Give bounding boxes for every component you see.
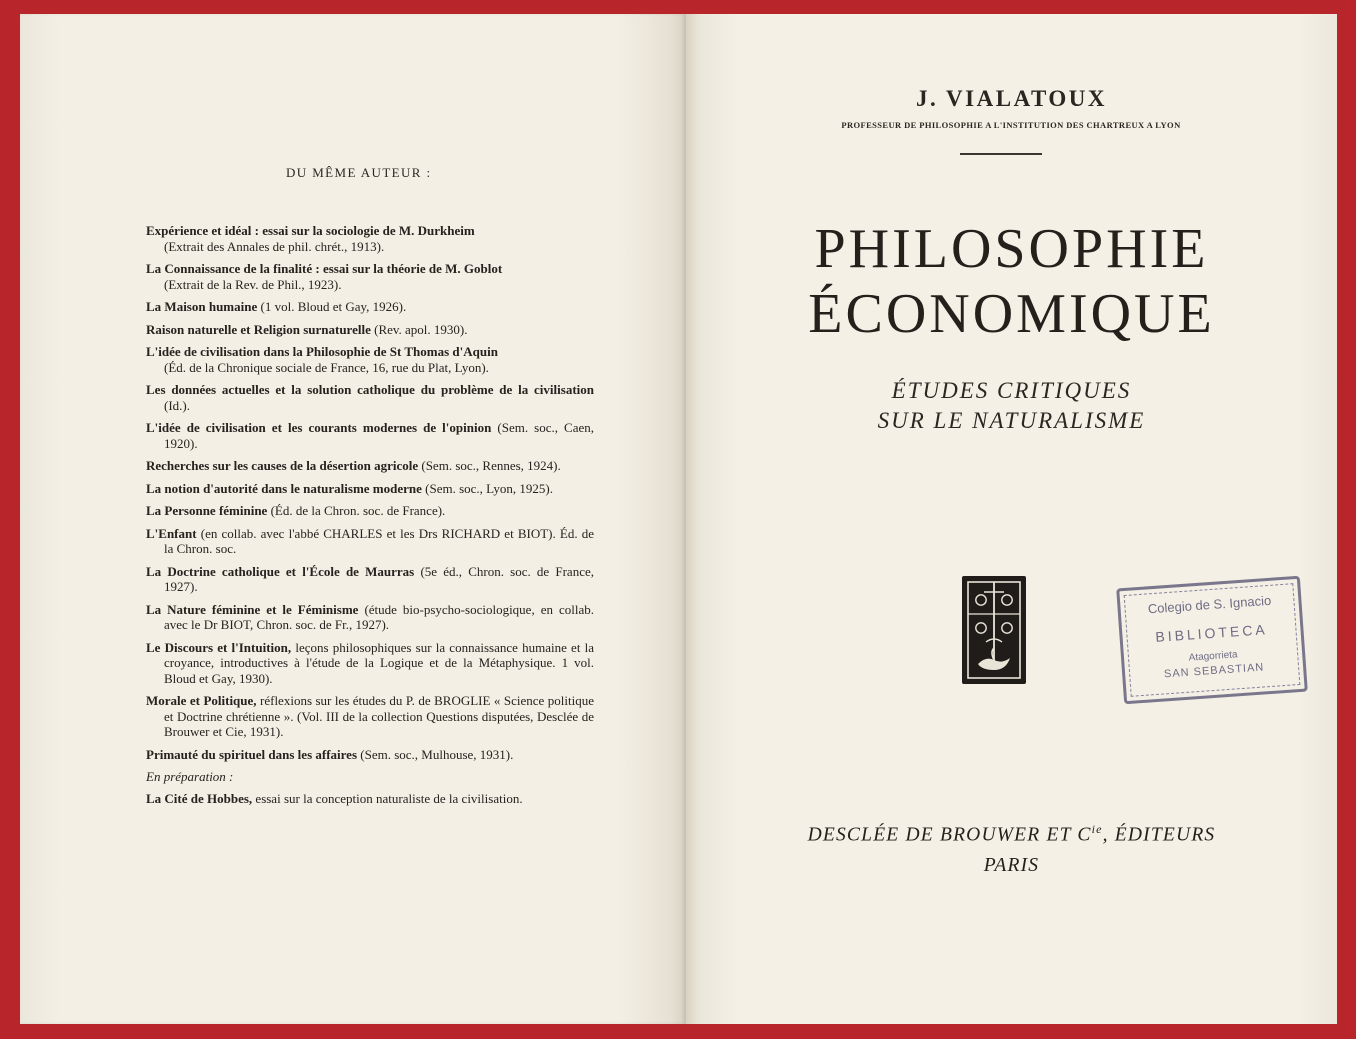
author-affiliation: PROFESSEUR DE PHILOSOPHIE A L'INSTITUTION DES CHARTREUX A LYON — [841, 120, 1181, 130]
bibliography-heading: DU MÊME AUTEUR : — [286, 165, 432, 180]
publisher-imprint — [686, 814, 1337, 881]
book-subtitle — [686, 376, 1337, 436]
publisher-line-1 — [686, 814, 1337, 851]
works-list — [146, 223, 594, 814]
work-item — [146, 420, 594, 451]
stamp-line-3: Atagorrieta — [1188, 649, 1238, 664]
work-detail: leçons philosophiques sur la connaissance humaine et la croyance, introductives à l'étude de la Logique et de la Métaphysique. 1 vol. Bloud et Gay, 1930). — [164, 639, 595, 686]
publisher-name: DESCLÉE DE BROUWER ET C — [807, 824, 1092, 846]
work-title: Recherches sur les causes de la désertion agricole — [146, 458, 419, 473]
work-detail: (1 vol. Bloud et Gay, 1926). — [260, 299, 407, 314]
work-title: Morale et Politique, — [146, 693, 257, 708]
work-detail: (Extrait de la Rev. de Phil., 1923). — [164, 276, 342, 292]
work-detail: (Sem. soc., Lyon, 1925). — [425, 480, 553, 496]
work-item — [146, 299, 594, 315]
work-item — [146, 564, 594, 595]
divider-rule — [960, 153, 1042, 155]
work-detail: (Éd. de la Chronique sociale de France, 16, rue du Plat, Lyon). — [164, 359, 489, 375]
work-item — [146, 602, 594, 633]
work-detail: (Id.). — [164, 397, 190, 413]
work-item-in-preparation — [146, 791, 594, 807]
book-title — [686, 217, 1337, 347]
library-stamp — [1116, 576, 1308, 705]
work-item — [146, 223, 594, 254]
work-item — [146, 481, 594, 497]
author-name: J. VIALATOUX — [915, 86, 1108, 111]
work-detail: essai sur la conception naturaliste de la civilisation. — [255, 791, 523, 806]
subtitle-line-2: SUR LE NATURALISME — [877, 408, 1146, 433]
work-detail: (Rev. apol. 1930). — [374, 321, 468, 337]
work-item — [146, 526, 594, 557]
work-title: L'idée de civilisation et les courants modernes de l'opinion — [146, 420, 492, 435]
right-page — [685, 14, 1337, 1024]
work-detail: (5e éd., Chron. soc. de France, 1927). — [164, 563, 594, 594]
work-item — [146, 747, 594, 763]
subtitle-line-1: ÉTUDES CRITIQUES — [891, 378, 1132, 403]
work-detail: (Sem. soc., Caen, 1920). — [164, 420, 594, 451]
work-title: L'idée de civilisation dans la Philosophie de St Thomas d'Aquin — [146, 344, 498, 359]
work-detail: (Extrait des Annales de phil. chrét., 1913). — [164, 238, 385, 254]
publisher-line-2: PARIS — [983, 854, 1040, 876]
work-item — [146, 693, 594, 740]
work-detail: (en collab. avec l'abbé CHARLES et les Drs RICHARD et BIOT). Éd. de la Chron. soc. — [164, 525, 594, 556]
stamp-line-4: SAN SEBASTIAN — [1163, 661, 1265, 681]
stamp-line-2: BIBLIOTECA — [1154, 621, 1269, 645]
work-detail: réflexions sur les études du P. de BROGLIE « Science politique et Doctrine chrétienne ». (Vol. III de la collection Questions disputées, Desclée de Brouwer et Cie, 1931). — [164, 693, 594, 739]
work-title: Raison naturelle et Religion surnaturelle — [146, 321, 371, 337]
work-item — [146, 382, 594, 413]
work-title: La Maison humaine — [146, 299, 258, 314]
work-title: La Personne féminine — [146, 503, 268, 518]
work-title: Primauté du spirituel dans les affaires — [146, 746, 358, 762]
in-preparation-label: En préparation : — [146, 769, 234, 784]
work-item — [146, 261, 594, 292]
work-item — [146, 458, 594, 474]
work-item — [146, 322, 594, 338]
work-item — [146, 503, 594, 519]
work-title: L'Enfant — [146, 525, 197, 541]
work-title: Expérience et idéal : essai sur la sociologie de M. Durkheim — [146, 223, 475, 238]
work-detail: (Éd. de la Chron. soc. de France). — [270, 503, 446, 518]
left-page — [20, 14, 685, 1024]
work-detail: (étude bio-psycho-sociologique, en collab. avec le Dr BIOT, Chron. soc. de Fr., 1927). — [164, 601, 594, 632]
open-book — [20, 14, 1336, 1024]
publisher-role: , ÉDITEURS — [1102, 824, 1216, 846]
work-title: Le Discours et l'Intuition, — [146, 639, 292, 655]
work-title: La Nature féminine et le Féminisme — [146, 601, 359, 617]
work-title: La Connaissance de la finalité : essai sur la théorie de M. Goblot — [146, 261, 503, 276]
title-line-2: ÉCONOMIQUE — [808, 283, 1215, 345]
stamp-line-1: Colegio de S. Ignacio — [1147, 592, 1272, 617]
work-item — [146, 640, 594, 687]
work-item — [146, 344, 594, 375]
publisher-device-icon — [962, 576, 1026, 689]
work-detail: (Sem. soc., Rennes, 1924). — [421, 458, 561, 473]
work-title: La Cité de Hobbes, — [146, 791, 253, 806]
work-title: La notion d'autorité dans le naturalisme moderne — [146, 480, 422, 496]
work-title: La Doctrine catholique et l'École de Maurras — [146, 563, 415, 579]
work-detail: (Sem. soc., Mulhouse, 1931). — [360, 746, 514, 762]
publisher-superscript: ie — [1091, 822, 1103, 836]
title-line-1: PHILOSOPHIE — [814, 218, 1209, 280]
work-title: Les données actuelles et la solution catholique du problème de la civilisation — [146, 382, 594, 397]
